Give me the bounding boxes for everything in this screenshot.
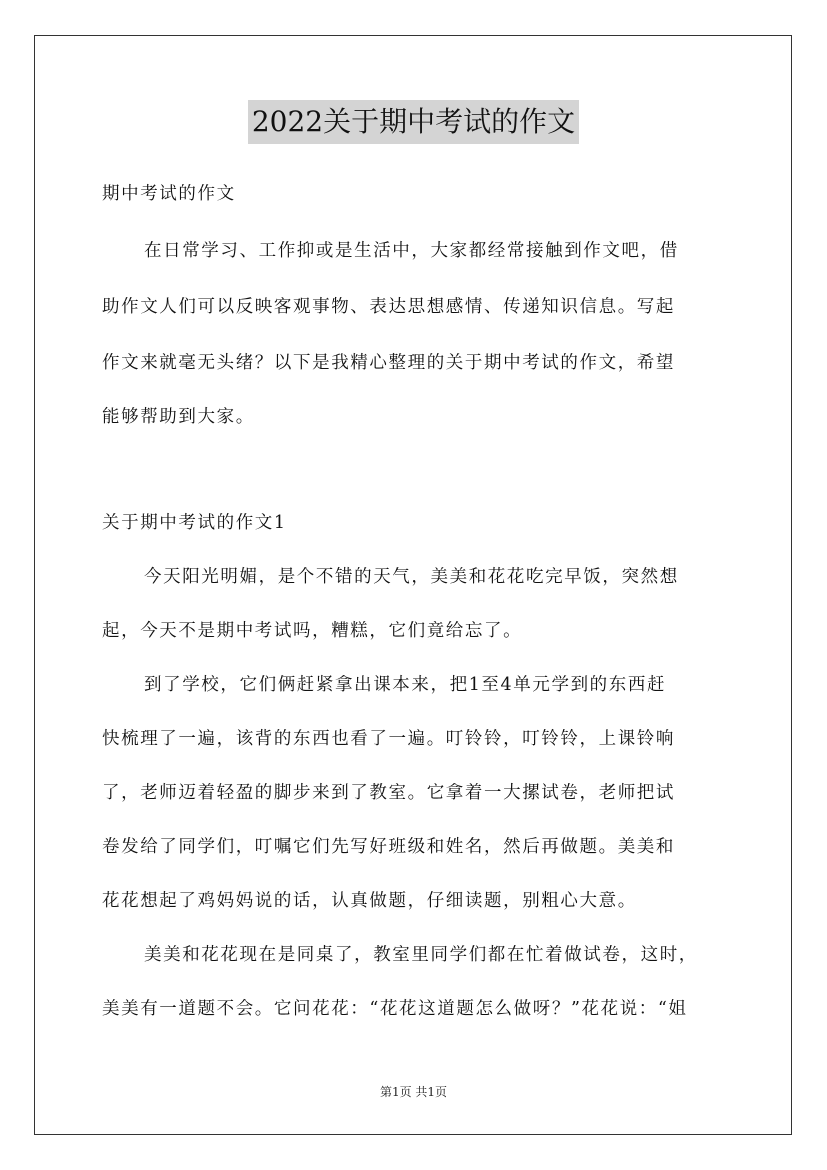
intro-line: 助作文人们可以反映客观事物、表达思想感情、传递知识信息。写起 xyxy=(102,297,675,317)
page-footer: 第1页 共1页 xyxy=(379,1085,448,1099)
section-heading: 关于期中考试的作文1 xyxy=(102,513,287,533)
paragraph-line: 卷发给了同学们，叮嘱它们先写好班级和姓名，然后再做题。美美和 xyxy=(102,837,675,857)
intro-heading: 期中考试的作文 xyxy=(102,184,236,204)
document-title: 2022关于期中考试的作文 xyxy=(248,100,579,144)
paragraph-line: 到了学校，它们俩赶紧拿出课本来，把1至4单元学到的东西赶 xyxy=(144,675,667,695)
intro-line: 在日常学习、工作抑或是生活中，大家都经常接触到作文吧，借 xyxy=(144,241,679,261)
paragraph-line: 美美有一道题不会。它问花花：“花花这道题怎么做呀？”花花说：“姐 xyxy=(102,999,688,1019)
paragraph-line: 今天阳光明媚，是个不错的天气，美美和花花吃完早饭，突然想 xyxy=(144,567,679,587)
intro-line: 能够帮助到大家。 xyxy=(102,407,255,427)
paragraph-line: 美美和花花现在是同桌了，教室里同学们都在忙着做试卷，这时， xyxy=(144,945,698,965)
title-container xyxy=(0,100,827,144)
paragraph-line: 起，今天不是期中考试吗，糟糕，它们竟给忘了。 xyxy=(102,621,523,641)
paragraph-line: 快梳理了一遍，该背的东西也看了一遍。叮铃铃，叮铃铃，上课铃响 xyxy=(102,729,675,749)
paragraph-line: 花花想起了鸡妈妈说的话，认真做题，仔细读题，别粗心大意。 xyxy=(102,891,637,911)
paragraph-line: 了，老师迈着轻盈的脚步来到了教室。它拿着一大摞试卷，老师把试 xyxy=(102,783,675,803)
intro-line: 作文来就毫无头绪？以下是我精心整理的关于期中考试的作文，希望 xyxy=(102,353,675,373)
